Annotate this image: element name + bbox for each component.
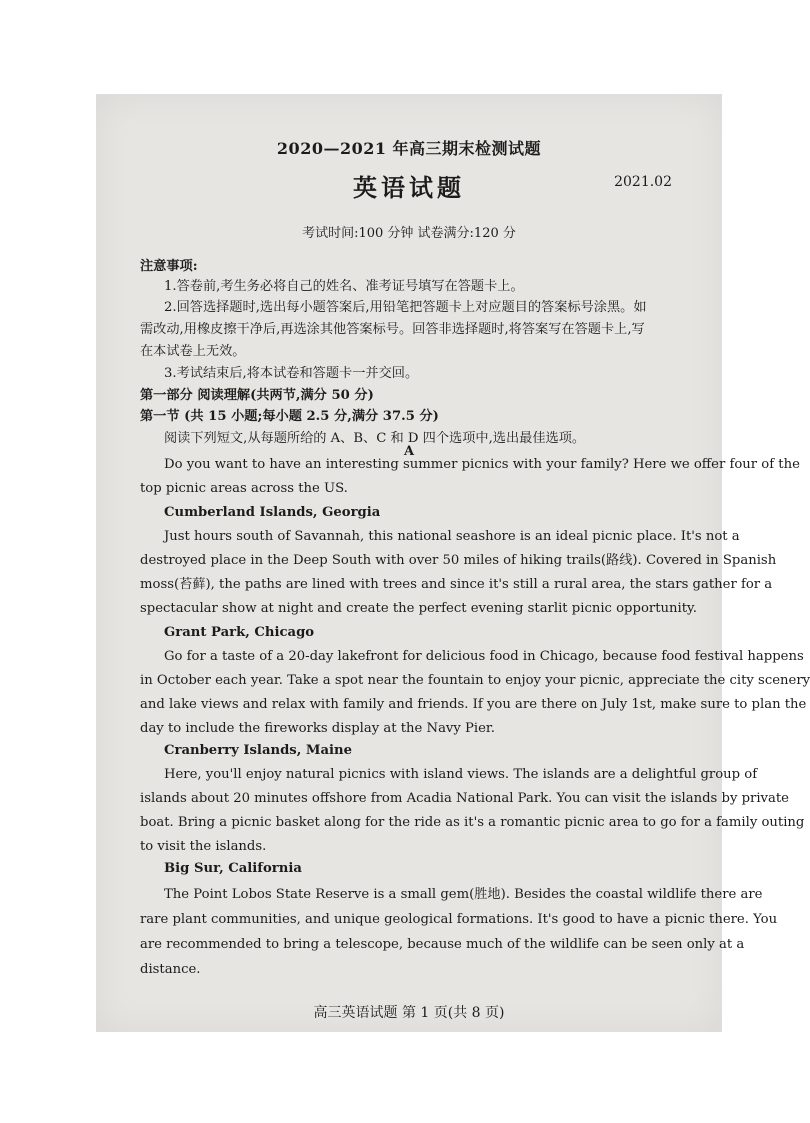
note-item-3: 3.考试结束后,将本试卷和答题卡一并交回。: [164, 366, 419, 381]
place-text-line: day to include the fireworks display at the Navy Pier.: [140, 721, 495, 736]
place-text-line: islands about 20 minutes offshore from Acadia National Park. You can visit the islands by private: [140, 791, 789, 806]
note-item-2-line-1: 2.回答选择题时,选出每小题答案后,用铅笔把答题卡上对应题目的答案标号涂黑。如: [164, 300, 647, 315]
exam-subject-title: 英语试题: [353, 173, 465, 202]
place-text-line: Go for a taste of a 20-day lakefront for delicious food in Chicago, because food festival happens: [164, 649, 804, 664]
place-text-line: moss(苔藓), the paths are lined with trees and since it's still a rural area, the stars gather for a: [140, 577, 773, 592]
place-text-line: destroyed place in the Deep South with over 50 miles of hiking trails(路线). Covered in Spanish: [140, 553, 777, 568]
page-footer: 高三英语试题 第 1 页(共 8 页): [313, 1005, 505, 1021]
place-text-line: in October each year. Take a spot near the fountain to enjoy your picnic, appreciate the city scenery: [140, 673, 810, 688]
place-text-line: boat. Bring a picnic basket along for the ride as it's a romantic picnic area to go for a family outing: [140, 815, 805, 830]
place-text-line: The Point Lobos State Reserve is a small gem(胜地). Besides the coastal wildlife there are: [164, 887, 763, 902]
exam-date: 2021.02: [614, 174, 672, 190]
passage-label: A: [403, 444, 415, 459]
place-text-line: spectacular show at night and create the perfect evening starlit picnic opportunity.: [140, 601, 697, 616]
passage-intro-line-2: top picnic areas across the US.: [140, 481, 348, 496]
place-heading-big-sur: Big Sur, California: [164, 861, 302, 876]
place-text-line: and lake views and relax with family and friends. If you are there on July 1st, make sure to plan the: [140, 697, 807, 712]
place-text-line: to visit the islands.: [140, 839, 267, 854]
place-text-line: are recommended to bring a telescope, because much of the wildlife can be seen only at a: [140, 937, 745, 952]
place-heading-cumberland: Cumberland Islands, Georgia: [164, 505, 381, 520]
part-one-title: 第一部分 阅读理解(共两节,满分 50 分): [140, 388, 374, 403]
page-content: [96, 94, 810, 1032]
note-item-1: 1.答卷前,考生务必将自己的姓名、准考证号填写在答题卡上。: [164, 279, 524, 294]
exam-series-title: 2020—2021 年高三期末检测试题: [276, 139, 542, 158]
note-item-2-line-2: 需改动,用橡皮擦干净后,再选涂其他答案标号。回答非选择题时,将答案写在答题卡上,写: [140, 322, 645, 337]
place-text-line: Here, you'll enjoy natural picnics with island views. The islands are a delightful group of: [164, 767, 758, 782]
place-heading-cranberry: Cranberry Islands, Maine: [164, 743, 353, 758]
reading-instruction: 阅读下列短文,从每题所给的 A、B、C 和 D 四个选项中,选出最佳选项。: [164, 431, 586, 446]
place-text-line: distance.: [140, 962, 201, 977]
place-heading-grant-park: Grant Park, Chicago: [164, 625, 315, 640]
note-item-2-line-3: 在本试卷上无效。: [140, 344, 246, 359]
section-one-title: 第一节 (共 15 小题;每小题 2.5 分,满分 37.5 分): [140, 409, 439, 424]
place-text-line: rare plant communities, and unique geological formations. It's good to have a picnic there. You: [140, 912, 778, 927]
exam-time-and-score: 考试时间:100 分钟 试卷满分:120 分: [302, 226, 516, 241]
passage-intro-line-1: Do you want to have an interesting summer picnics with your family? Here we offer four of the: [164, 457, 800, 472]
exam-paper-sheet: [96, 94, 810, 1032]
place-text-line: Just hours south of Savannah, this national seashore is an ideal picnic place. It's not a: [164, 529, 740, 544]
notes-title: 注意事项:: [140, 259, 198, 274]
